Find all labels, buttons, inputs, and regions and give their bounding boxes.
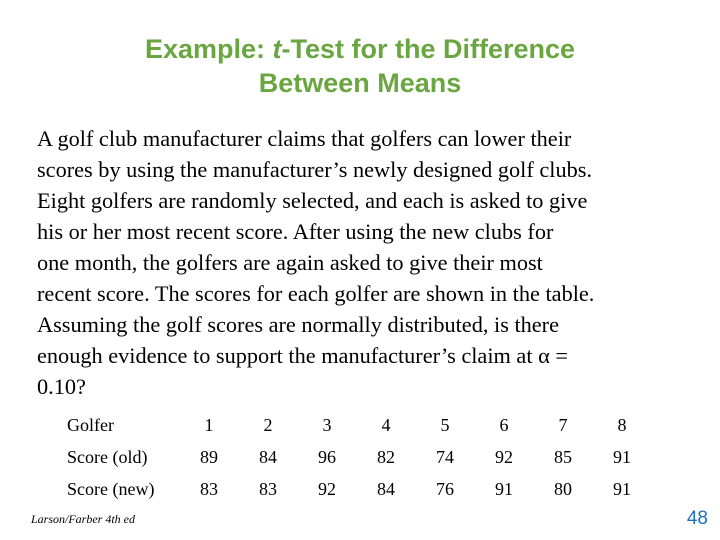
table-cell: 74	[416, 442, 475, 474]
table-cell: 91	[475, 474, 534, 506]
problem-text-line: Eight golfers are randomly selected, and each is asked to give	[37, 188, 588, 213]
table-cell: 84	[239, 442, 298, 474]
problem-text-line: 0.10?	[37, 374, 86, 399]
table-cell: 6	[475, 410, 534, 442]
table-cell: 96	[298, 442, 357, 474]
slide-title-line-2: Between Means	[258, 68, 462, 98]
table-cell: 5	[416, 410, 475, 442]
page-number: 48	[686, 508, 708, 529]
table-cell: 2	[239, 410, 298, 442]
table-row	[57, 442, 652, 474]
slide-title-suffix: -Test for the Difference	[281, 34, 576, 64]
table-cell: 84	[357, 474, 416, 506]
slide-title	[0, 32, 720, 100]
row-label: Golfer	[57, 410, 180, 442]
table-cell: 91	[593, 474, 652, 506]
row-label: Score (new)	[57, 474, 180, 506]
table-cell: 76	[416, 474, 475, 506]
problem-text-line: recent score. The scores for each golfer are shown in the table.	[37, 281, 595, 306]
table-cell: 92	[475, 442, 534, 474]
table-row	[57, 410, 652, 442]
row-label: Score (old)	[57, 442, 180, 474]
table-cell: 92	[298, 474, 357, 506]
problem-text-line: Assuming the golf scores are normally distributed, is there	[37, 312, 560, 337]
table-cell: 83	[239, 474, 298, 506]
table-cell: 4	[357, 410, 416, 442]
problem-text-line: his or her most recent score. After using the new clubs for	[37, 219, 554, 244]
problem-text-line: enough evidence to support the manufacturer’s claim at α =	[37, 343, 568, 368]
table-cell: 83	[180, 474, 239, 506]
table-cell: 82	[357, 442, 416, 474]
table-cell: 8	[593, 410, 652, 442]
problem-text-line: scores by using the manufacturer’s newly designed golf clubs.	[37, 157, 593, 182]
table-cell: 3	[298, 410, 357, 442]
slide-title-line-1	[0, 32, 720, 66]
table-cell: 1	[180, 410, 239, 442]
problem-text-line: A golf club manufacturer claims that golfers can lower their	[37, 126, 572, 151]
problem-text-line: one month, the golfers are again asked to give their most	[37, 250, 543, 275]
slide-title-prefix: Example:	[144, 34, 273, 64]
table-cell: 89	[180, 442, 239, 474]
table-row	[57, 474, 652, 506]
table-cell: 85	[534, 442, 593, 474]
problem-text	[37, 123, 707, 402]
scores-table	[56, 409, 652, 506]
slide-title-variable: t	[272, 34, 282, 64]
table-cell: 7	[534, 410, 593, 442]
table-cell: 80	[534, 474, 593, 506]
footer-citation: Larson/Farber 4th ed	[31, 512, 136, 526]
table-cell: 91	[593, 442, 652, 474]
